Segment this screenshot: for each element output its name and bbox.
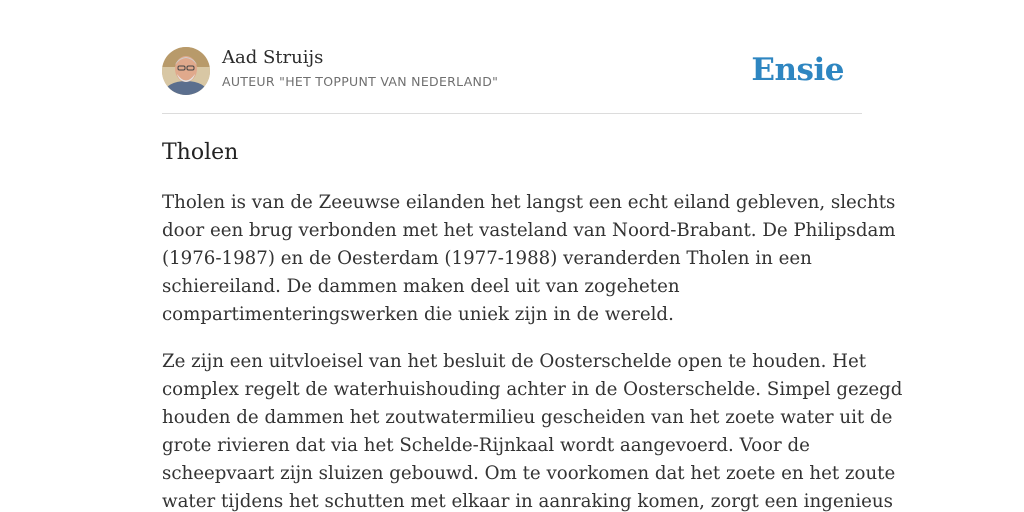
paragraph-line: Tholen is van de Zeeuwse eilanden het langst een echt eiland gebleven, slechts — [162, 192, 896, 213]
paragraph-line: scheepvaart zijn sluizen gebouwd. Om te voorkomen dat het zoete en het zoute — [162, 463, 896, 484]
article-body — [162, 189, 903, 512]
paragraph-line: grote rivieren dat via het Schelde-Rijnkaal wordt aangevoerd. Voor de — [162, 435, 810, 456]
author-photo — [162, 47, 210, 95]
ensie-logo[interactable]: Ensie — [751, 52, 844, 88]
header-divider — [162, 113, 862, 114]
paragraph-line: door een brug verbonden met het vasteland van Noord-Brabant. De Philipsdam — [162, 220, 896, 241]
paragraph-line: (1976-1987) en de Oesterdam (1977-1988) veranderden Tholen in een — [162, 248, 812, 269]
article-title: Tholen — [162, 140, 239, 165]
author-header — [162, 46, 862, 96]
paragraph-line: complex regelt de waterhuishouding achter in de Oosterschelde. Simpel gezegd — [162, 379, 903, 400]
author-avatar[interactable] — [162, 47, 210, 95]
author-name[interactable]: Aad Struijs — [222, 47, 324, 68]
paragraph-line: water tijdens het schutten met elkaar in aanraking komen, zorgt een ingenieus — [162, 491, 893, 512]
paragraph-line: houden de dammen het zoutwatermilieu gescheiden van het zoete water uit de — [162, 407, 893, 428]
article-paragraph — [162, 189, 896, 329]
article-paragraph — [162, 348, 903, 512]
paragraph-line: compartimenteringswerken die uniek zijn in de wereld. — [162, 304, 674, 325]
paragraph-line: schiereiland. De dammen maken deel uit van zogeheten — [162, 276, 680, 297]
paragraph-line: Ze zijn een uitvloeisel van het besluit de Oosterschelde open te houden. Het — [162, 351, 867, 372]
author-subtitle: AUTEUR "HET TOPPUNT VAN NEDERLAND" — [222, 74, 499, 89]
